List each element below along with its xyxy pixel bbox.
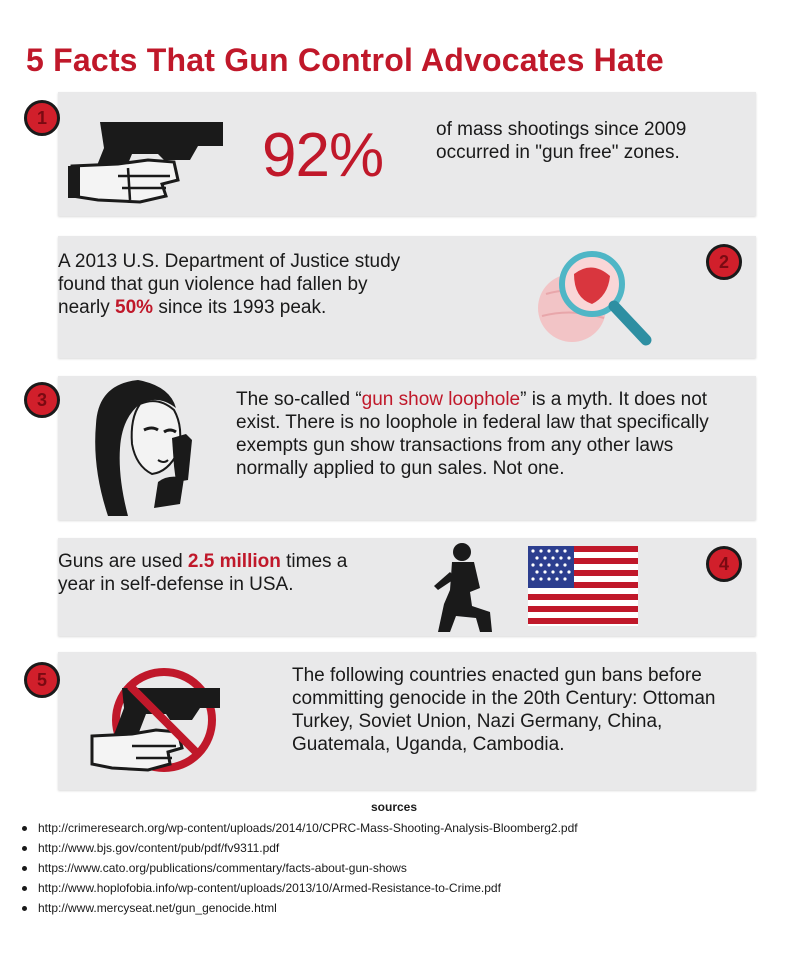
fact-2-highlight: 50% (115, 297, 154, 318)
fact-1-text: of mass shootings since 2009 occurred in "gun free" zones. (436, 119, 687, 163)
fact-4-highlight: 2.5 million (187, 551, 281, 572)
sources-title: sources (370, 800, 418, 814)
fact-3-highlight: gun show loophole (361, 389, 521, 410)
fact-4-badge: 4 (706, 546, 742, 582)
magnifying-globe-icon (534, 246, 664, 356)
source-link[interactable]: http://www.hoplofobia.info/wp-content/uploads/2013/10/Armed-Resistance-to-Crime.pdf (18, 878, 578, 898)
handgun-icon (78, 118, 228, 208)
fact-2-badge: 2 (706, 244, 742, 280)
fact-panel-4 (58, 538, 756, 636)
soldier-icon (430, 542, 500, 634)
us-flag-icon (528, 546, 638, 626)
page-title: 5 Facts That Gun Control Advocates Hate (26, 42, 664, 78)
fact-5-badge: 5 (24, 662, 60, 698)
fact-4-text: Guns are used 2.5 million times a year in self-defense in USA. (58, 551, 348, 595)
fact-panel-5 (58, 652, 756, 790)
source-link[interactable]: http://crimeresearch.org/wp-content/uploads/2014/10/CPRC-Mass-Shooting-Analysis-Bloomberg2.pdf (18, 818, 578, 838)
fact-5-text: The following countries enacted gun bans before committing genocide in the 20th Century: Ottoman Turkey, Soviet Union, Nazi Germany, China, Guatemala, Uganda, Cambodia. (292, 665, 716, 755)
fact-panel-1 (58, 92, 756, 216)
no-gun-icon (92, 664, 242, 782)
fact-1-badge: 1 (24, 100, 60, 136)
source-link[interactable]: http://www.mercyseat.net/gun_genocide.html (18, 898, 578, 918)
fact-2-text: A 2013 U.S. Department of Justice study found that gun violence had fallen by nearly 50% since its 1993 peak. (58, 251, 401, 318)
source-link[interactable]: http://www.bjs.gov/content/pub/pdf/fv9311.pdf (18, 838, 578, 858)
fact-3-badge: 3 (24, 382, 60, 418)
big-stat: 92% (262, 121, 384, 190)
woman-with-gun-icon (88, 378, 198, 518)
sources-list (18, 818, 578, 918)
fact-panel-3 (58, 376, 756, 520)
source-link[interactable]: https://www.cato.org/publications/commentary/facts-about-gun-shows (18, 858, 578, 878)
fact-3-text: The so-called “gun show loophole” is a myth. It does not exist. There is no loophole in federal law that specifically exempts gun show transactions from any other laws normally applied to gun sales. Not one. (236, 389, 709, 479)
fact-panel-2 (58, 236, 756, 358)
